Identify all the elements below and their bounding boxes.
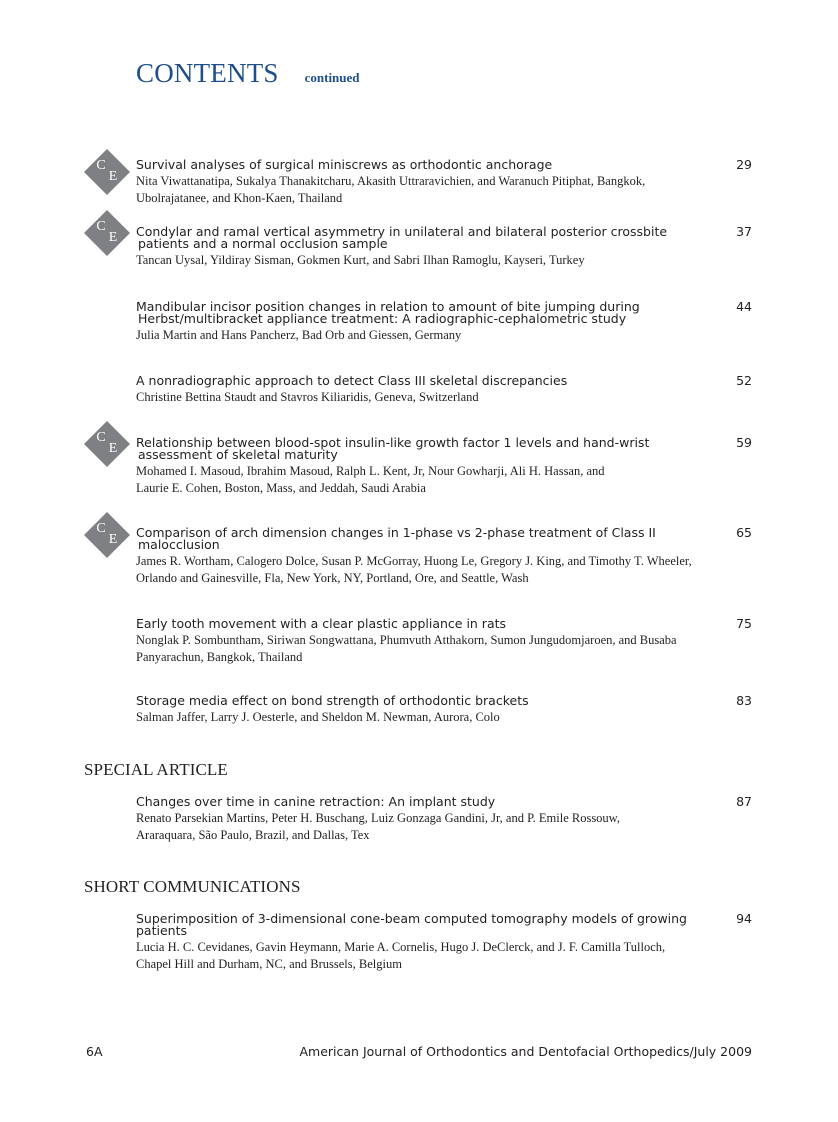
toc-entry bbox=[136, 159, 752, 206]
article-title[interactable]: Survival analyses of surgical miniscrews as orthodontic anchorage bbox=[136, 157, 553, 172]
page-number: 75 bbox=[736, 616, 752, 631]
svg-text:C: C bbox=[96, 430, 106, 445]
article-authors: Renato Parsekian Martins, Peter H. Buschang, Luiz Gonzaga Gandini, Jr, and P. Emile Rossouw, Araraquara, São Paulo, Brazil, and Dallas, Tex bbox=[136, 811, 621, 842]
article-authors: Christine Bettina Staudt and Stavros Kiliaridis, Geneva, Switzerland bbox=[136, 390, 479, 404]
svg-text:E: E bbox=[108, 230, 118, 245]
article-title[interactable]: A nonradiographic approach to detect Class III skeletal discrepancies bbox=[136, 373, 568, 388]
toc-entry bbox=[136, 695, 752, 726]
article-title[interactable]: Condylar and ramal vertical asymmetry in unilateral and bilateral posterior crossbite patients and a normal occlusion sample bbox=[136, 224, 668, 251]
svg-text:C: C bbox=[96, 521, 106, 536]
article-authors: James R. Wortham, Calogero Dolce, Susan P. McGorray, Huong Le, Gregory J. King, and Timothy T. Wheeler, Orlando and Gainesville, Fla, New York, NY, Portland, Ore, and Seattle, Wash bbox=[136, 554, 692, 585]
toc-entry bbox=[136, 796, 752, 843]
section-heading-short-communications: SHORT COMMUNICATIONS bbox=[84, 877, 301, 896]
svg-text:C: C bbox=[96, 219, 106, 234]
article-title[interactable]: Storage media effect on bond strength of orthodontic brackets bbox=[136, 693, 529, 708]
page-number: 52 bbox=[736, 373, 752, 388]
article-title[interactable]: Superimposition of 3-dimensional cone-beam computed tomography models of growing patients bbox=[136, 911, 687, 938]
article-title[interactable]: Early tooth movement with a clear plastic appliance in rats bbox=[136, 616, 507, 631]
article-authors: Nonglak P. Sombuntham, Siriwan Songwattana, Phumvuth Atthakorn, Sumon Jungudomjaroen, and Busaba Panyarachun, Bangkok, Thailand bbox=[136, 633, 677, 664]
svg-text:E: E bbox=[108, 441, 118, 456]
svg-text:E: E bbox=[108, 169, 118, 184]
article-authors: Salman Jaffer, Larry J. Oesterle, and Sheldon M. Newman, Aurora, Colo bbox=[136, 710, 500, 724]
footer-journal-name: American Journal of Orthodontics and Dentofacial Orthopedics/July 2009 bbox=[299, 1044, 752, 1059]
svg-text:E: E bbox=[108, 532, 118, 547]
ce-credit-icon bbox=[84, 149, 130, 195]
toc-entry bbox=[136, 913, 752, 972]
article-title[interactable]: Comparison of arch dimension changes in 1-phase vs 2-phase treatment of Class II malocclusion bbox=[136, 525, 656, 552]
article-authors: Tancan Uysal, Yildiray Sisman, Gokmen Kurt, and Sabri Ilhan Ramoglu, Kayseri, Turkey bbox=[136, 253, 585, 267]
continued-label: continued bbox=[304, 70, 360, 85]
page-number: 87 bbox=[736, 794, 752, 809]
page-number: 44 bbox=[736, 299, 752, 314]
toc-entry bbox=[136, 618, 752, 665]
svg-text:C: C bbox=[96, 158, 106, 173]
footer-page-label: 6A bbox=[86, 1044, 103, 1059]
page-number: 65 bbox=[736, 525, 752, 540]
page-number: 37 bbox=[736, 224, 752, 239]
page-number: 83 bbox=[736, 693, 752, 708]
toc-entry bbox=[136, 375, 752, 406]
toc-entry bbox=[136, 437, 752, 496]
article-authors: Lucia H. C. Cevidanes, Gavin Heymann, Marie A. Cornelis, Hugo J. DeClerck, and J. F. Camilla Tulloch, Chapel Hill and Durham, NC, and Brussels, Belgium bbox=[136, 940, 666, 971]
ce-credit-icon bbox=[84, 210, 130, 256]
article-title[interactable]: Relationship between blood-spot insulin-like growth factor 1 levels and hand-wrist assessment of skeletal maturity bbox=[136, 435, 650, 462]
page-number: 29 bbox=[736, 157, 752, 172]
toc-entry bbox=[136, 527, 752, 586]
toc-entry bbox=[136, 301, 752, 344]
contents-header bbox=[136, 58, 360, 89]
article-authors: Mohamed I. Masoud, Ibrahim Masoud, Ralph L. Kent, Jr, Nour Gowharji, Ali H. Hassan, and Laurie E. Cohen, Boston, Mass, and Jeddah, Saudi Arabia bbox=[136, 464, 605, 495]
toc-entry bbox=[136, 226, 752, 269]
ce-credit-icon bbox=[84, 512, 130, 558]
article-title[interactable]: Mandibular incisor position changes in relation to amount of bite jumping during Herbst/multibracket appliance treatment: A radiographic-cephalometric study bbox=[136, 299, 640, 326]
article-authors: Nita Viwattanatipa, Sukalya Thanakitcharu, Akasith Uttraravichien, and Waranuch Pitiphat, Bangkok, Ubolrajatanee, and Khon-Kaen, Thailand bbox=[136, 174, 646, 205]
section-heading-special-article: SPECIAL ARTICLE bbox=[84, 760, 228, 779]
ce-credit-icon bbox=[84, 421, 130, 467]
page-number: 94 bbox=[736, 911, 752, 926]
article-title[interactable]: Changes over time in canine retraction: An implant study bbox=[136, 794, 496, 809]
article-authors: Julia Martin and Hans Pancherz, Bad Orb and Giessen, Germany bbox=[136, 328, 462, 342]
page-number: 59 bbox=[736, 435, 752, 450]
page-title: CONTENTS bbox=[136, 58, 279, 88]
